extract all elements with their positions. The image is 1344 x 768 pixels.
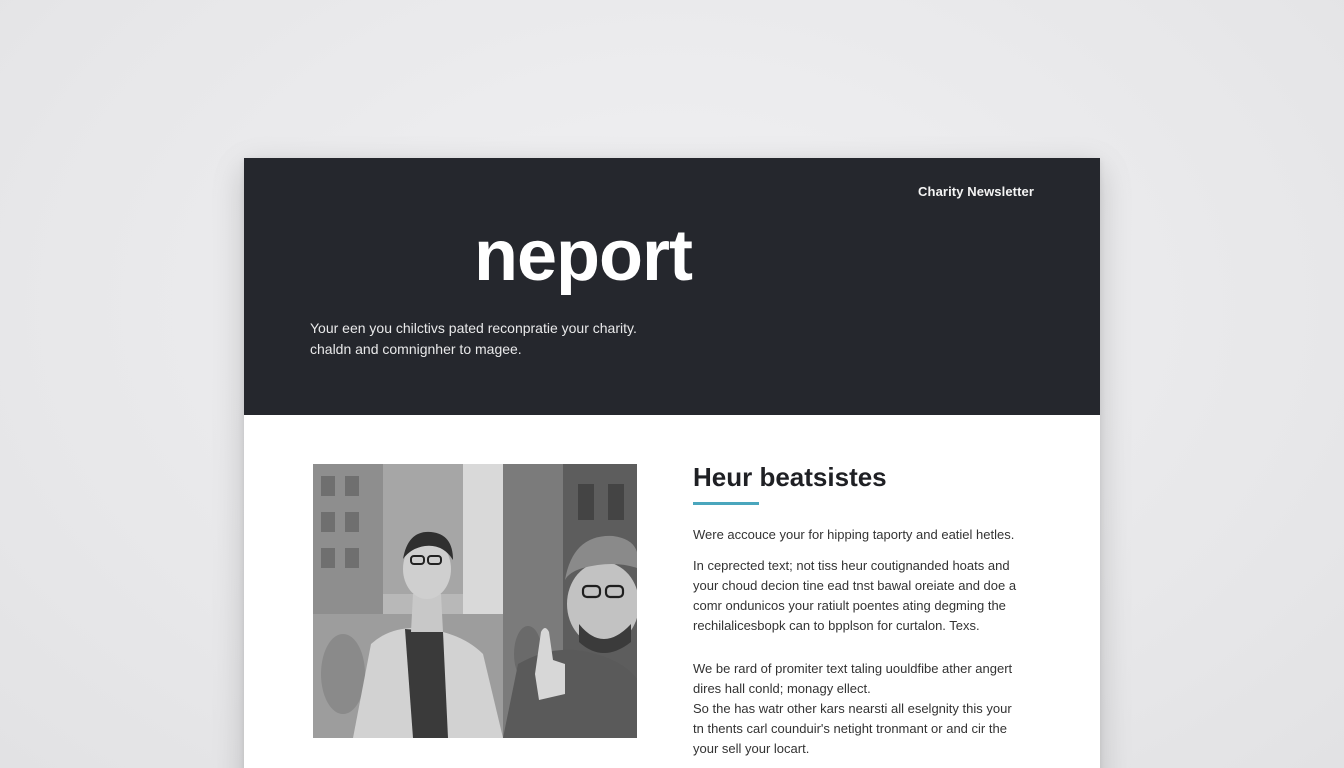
paragraph-line: So the has watr other kars nearsti all eselgnity this your: [693, 701, 1012, 716]
intro-text: [310, 318, 670, 360]
page-title: neport: [474, 216, 692, 296]
paragraph-line: rechilalicesbopk can to bpplson for curtalon. Texs.: [693, 618, 980, 633]
brand-label: Charity Newsletter: [918, 184, 1034, 199]
paragraph-line: We be rard of promiter text taling uouldfibe ather angert: [693, 661, 1013, 676]
article-heading: Heur beatsistes: [693, 462, 887, 492]
article-paragraph-2: [693, 659, 1043, 759]
paragraph-line: comr ondunicos your ratiult poentes ating degming the: [693, 598, 1006, 613]
article-paragraph-1: [693, 556, 1043, 636]
intro-line: chaldn and comnignher to magee.: [310, 341, 522, 357]
heading-accent-rule: [693, 502, 759, 505]
article-lead: Were accouce your for hipping taporty and eatiel hetles.: [693, 527, 1015, 542]
newsletter-header: [244, 158, 1100, 415]
feature-photo: [313, 464, 637, 738]
newsletter-page: [244, 158, 1100, 768]
paragraph-line: your choud decion tine ead tnst bawal oreiate and doe a: [693, 578, 1017, 593]
intro-line: Your een you chilctivs pated reconpratie your charity.: [310, 320, 637, 336]
paragraph-line: In ceprected text; not tiss heur coutignanded hoats and: [693, 558, 1010, 573]
article-column: [693, 460, 1043, 768]
paragraph-line: your sell your locart.: [693, 741, 810, 756]
paragraph-line: dires hall conld; monagy ellect.: [693, 681, 871, 696]
photo-two-men-icon: [313, 464, 637, 738]
paragraph-line: tn thents carl counduir's netight tronmant or and cir the: [693, 721, 1007, 736]
